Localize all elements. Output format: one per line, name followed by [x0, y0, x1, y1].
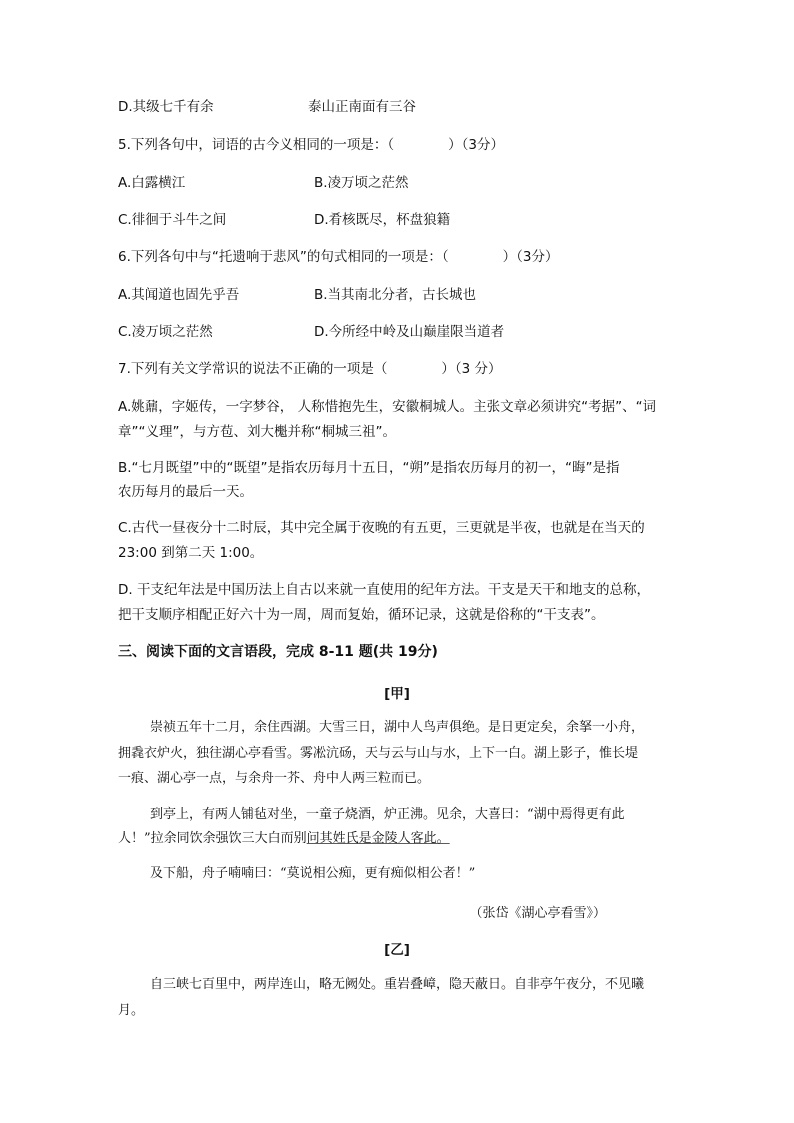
- passage-jia-p2-line2-start: 人！”拉余同饮余强饮三大白而别: [118, 831, 307, 846]
- q5-stem: 5.下列各句中，词语的古今义相同的一项是：（ ）（3分）: [118, 137, 504, 153]
- q7-stem: 7.下列有关文学常识的说法不正确的一项是（ ）（3 分）: [118, 361, 502, 377]
- passage-jia-label: [甲]: [384, 686, 410, 702]
- q7-option-a-line1: A.姚鼐，字姬传，一字梦谷， 人称惜抱先生，安徽桐城人。主张文章必须讲究“考据”、“词: [118, 399, 657, 415]
- q7-option-d-line1: D. 干支纪年法是中国历法上自古以来就一直使用的纪年方法。干支是天干和地支的总称，: [118, 582, 650, 598]
- q7-option-c-line2: 23:00 到第二天 1:00。: [118, 545, 264, 561]
- passage-jia-p3: 及下船，舟子喃喃曰：“莫说相公痴，更有痴似相公者！”: [150, 866, 476, 881]
- passage-jia-p1-line1: 崇祯五年十二月，余住西湖。大雪三日，湖中人鸟声俱绝。是日更定矣，余拏一小舟，: [150, 720, 645, 735]
- passage-jia-p2-line2: [118, 830, 450, 848]
- q6-option-c: C.凌万顷之茫然: [118, 324, 213, 340]
- q6-stem: 6.下列各句中与“托遗响于悲风”的句式相同的一项是：（ ）（3分）: [118, 249, 559, 265]
- q4-option-d-right: 泰山正南面有三谷: [308, 99, 416, 115]
- passage-yi-p1-line2: 月。: [118, 1003, 145, 1018]
- passage-yi-label: [乙]: [384, 942, 410, 958]
- q7-option-d-line2: 把干支顺序相配正好六十为一周，周而复始，循环记录，这就是俗称的“干支表”。: [118, 607, 605, 623]
- passage-jia-p1-line3: 一痕、湖心亭一点，与余舟一芥、舟中人两三粒而已。: [118, 771, 431, 786]
- q6-option-d: D.今所经中岭及山巅崖限当道者: [314, 324, 505, 340]
- q7-option-b-line2: 农历每月的最后一天。: [118, 484, 253, 500]
- q5-option-a: A.白露横江: [118, 175, 186, 191]
- underlined-sentence: 问其姓氏是金陵人客此。: [306, 831, 450, 846]
- passage-jia-source: （张岱《湖心亭看雪》）: [469, 906, 606, 921]
- section-3-heading: 三、阅读下面的文言语段，完成 8-11 题(共 19分): [118, 644, 438, 660]
- q4-option-d: D.其级七千有余: [118, 99, 214, 115]
- q7-option-a-line2: 章”“义理”，与方苞、刘大櫆并称“桐城三祖”。: [118, 424, 396, 440]
- q5-option-b: B.凌万顷之茫然: [314, 175, 409, 191]
- q6-option-a: A.其闻道也固先乎吾: [118, 287, 240, 303]
- passage-jia-p2-line1: 到亭上，有两人铺毡对坐，一童子烧酒，炉正沸。见余，大喜曰：“湖中焉得更有此: [150, 807, 625, 822]
- passage-jia-p1-line2: 拥毳衣炉火，独往湖心亭看雪。雾凇沆砀，天与云与山与水，上下一白。湖上影子，惟长堤: [118, 746, 639, 761]
- passage-yi-p1-line1: 自三峡七百里中，两岸连山，略无阙处。重岩叠嶂，隐天蔽日。自非亭午夜分，不见曦: [150, 977, 645, 992]
- q5-option-c: C.徘徊于斗牛之间: [118, 212, 227, 228]
- q6-option-b: B.当其南北分者，古长城也: [314, 287, 477, 303]
- q7-option-b-line1: B.“七月既望”中的“既望”是指农历每月十五日，“朔”是指农历每月的初一，“晦”是指: [118, 460, 620, 476]
- q5-option-d: D.肴核既尽，杯盘狼籍: [314, 212, 451, 228]
- q7-option-c-line1: C.古代一昼夜分十二时辰，其中完全属于夜晚的有五更，三更就是半夜，也就是在当天的: [118, 520, 645, 536]
